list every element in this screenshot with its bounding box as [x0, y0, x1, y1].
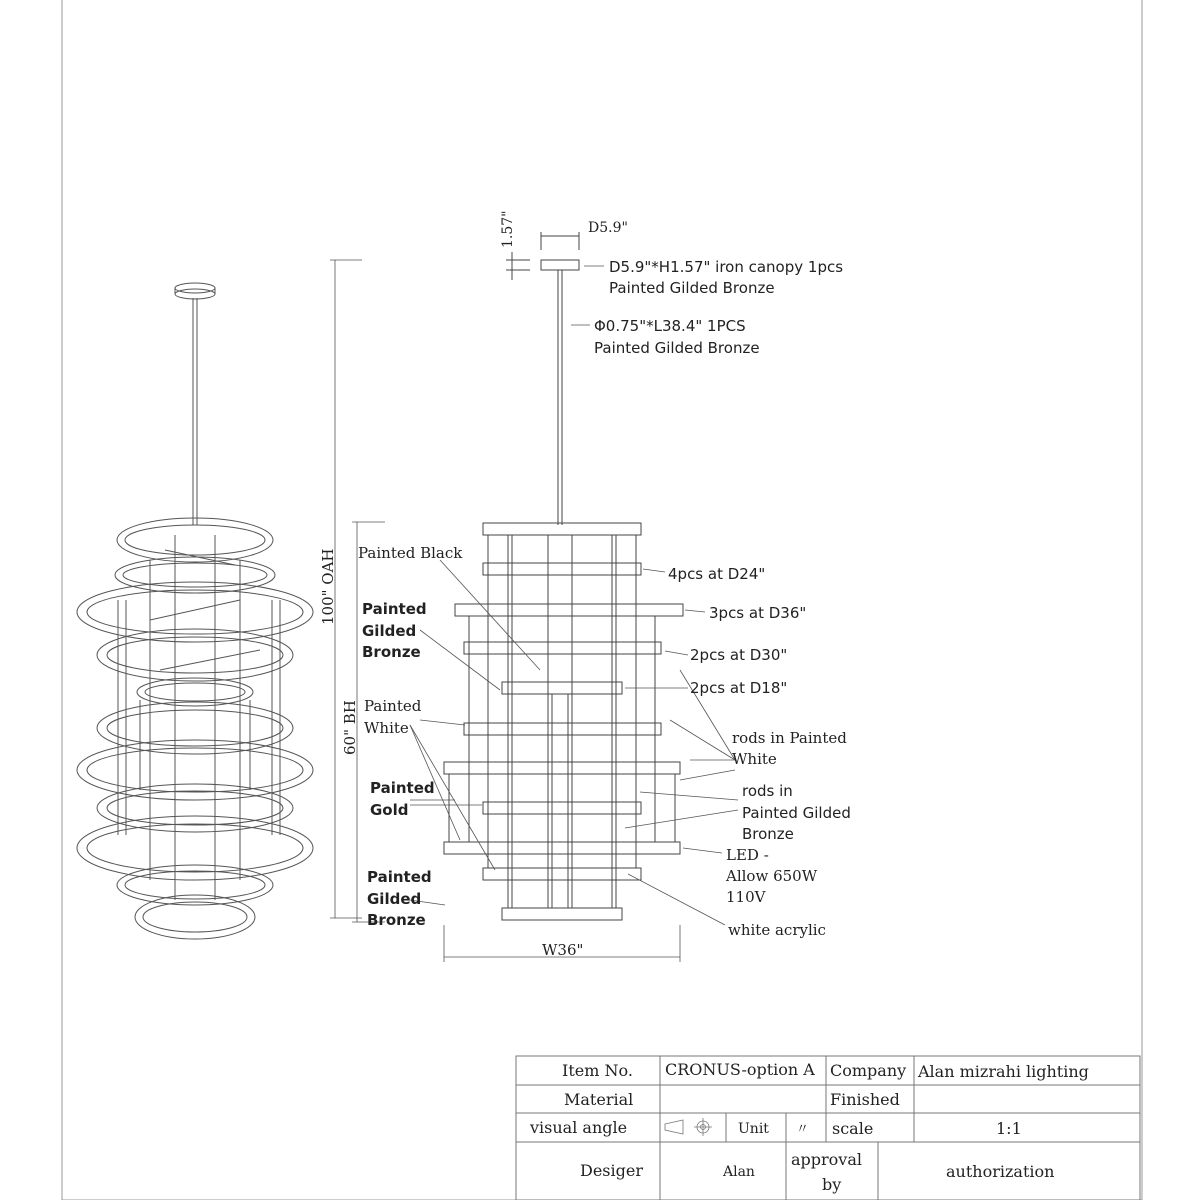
- rings-d18-label: 2pcs at D18": [690, 679, 788, 697]
- painted-bronze-1-line1: Painted: [362, 600, 427, 618]
- scale-value: 1:1: [996, 1119, 1022, 1138]
- rings-d24-label: 4pcs at D24": [668, 565, 766, 583]
- canopy-height-label: 1.57": [500, 210, 516, 248]
- painted-gold-line2: Gold: [370, 801, 409, 819]
- projection-symbol-icon: [665, 1118, 712, 1136]
- painted-gold-line1: Painted: [370, 779, 435, 797]
- painted-white-line1: Painted: [364, 697, 422, 715]
- canopy-finish-label: Painted Gilded Bronze: [609, 279, 775, 297]
- body-height-label: 60" BH: [341, 700, 359, 755]
- rods-white-label-line2: White: [732, 750, 777, 768]
- painted-bronze-1-line3: Bronze: [362, 643, 421, 661]
- visual-angle-label: visual angle: [530, 1118, 628, 1137]
- rods-white-label-line1: rods in Painted: [732, 729, 847, 747]
- canopy-spec-label: D5.9"*H1.57" iron canopy 1pcs: [609, 258, 844, 276]
- item-no-label: Item No.: [562, 1061, 633, 1080]
- painted-bronze-2-line1: Painted: [367, 868, 432, 886]
- designer-label: Desiger: [580, 1161, 643, 1180]
- painted-black-label: Painted Black: [358, 544, 463, 562]
- painted-bronze-1-line2: Gilded: [362, 622, 417, 640]
- approval-label-line1: approval: [791, 1150, 862, 1169]
- material-label: Material: [564, 1090, 634, 1109]
- unit-label: Unit: [738, 1121, 769, 1137]
- led-label-line1: LED -: [726, 846, 769, 864]
- rods-bronze-label-line3: Bronze: [742, 825, 794, 843]
- painted-white-line2: White: [364, 719, 409, 737]
- item-no-value: CRONUS-option A: [665, 1060, 815, 1079]
- approval-label-line2: by: [822, 1175, 842, 1194]
- rod-finish-label: Painted Gilded Bronze: [594, 339, 760, 357]
- width-label: W36": [542, 941, 584, 959]
- authorization-label: authorization: [946, 1162, 1055, 1181]
- designer-value: Alan: [723, 1164, 755, 1180]
- unit-value: 〃: [796, 1122, 810, 1137]
- painted-bronze-2-line2: Gilded: [367, 890, 422, 908]
- sheet-border: [62, 0, 1142, 1200]
- scale-label: scale: [832, 1119, 874, 1138]
- rings-d36-label: 3pcs at D36": [709, 604, 807, 622]
- led-label-line2: Allow 650W: [726, 867, 818, 885]
- perspective-view: [77, 283, 313, 939]
- leader-lines: [410, 266, 738, 925]
- overall-height-label: 100" OAH: [319, 548, 337, 625]
- front-elevation: [444, 232, 683, 920]
- painted-bronze-2-line3: Bronze: [367, 911, 426, 929]
- canopy-diameter-label: D5.9": [588, 220, 628, 236]
- led-label-line3: 110V: [726, 888, 766, 906]
- finished-label: Finished: [830, 1090, 900, 1109]
- rod-spec-label: Φ0.75"*L38.4" 1PCS: [594, 317, 746, 335]
- rods-bronze-label-line1: rods in: [742, 782, 793, 800]
- rings-d30-label: 2pcs at D30": [690, 646, 788, 664]
- rods-bronze-label-line2: Painted Gilded: [742, 804, 851, 822]
- acrylic-label: white acrylic: [728, 921, 826, 939]
- company-value: Alan mizrahi lighting: [918, 1062, 1089, 1081]
- company-label: Company: [830, 1061, 907, 1080]
